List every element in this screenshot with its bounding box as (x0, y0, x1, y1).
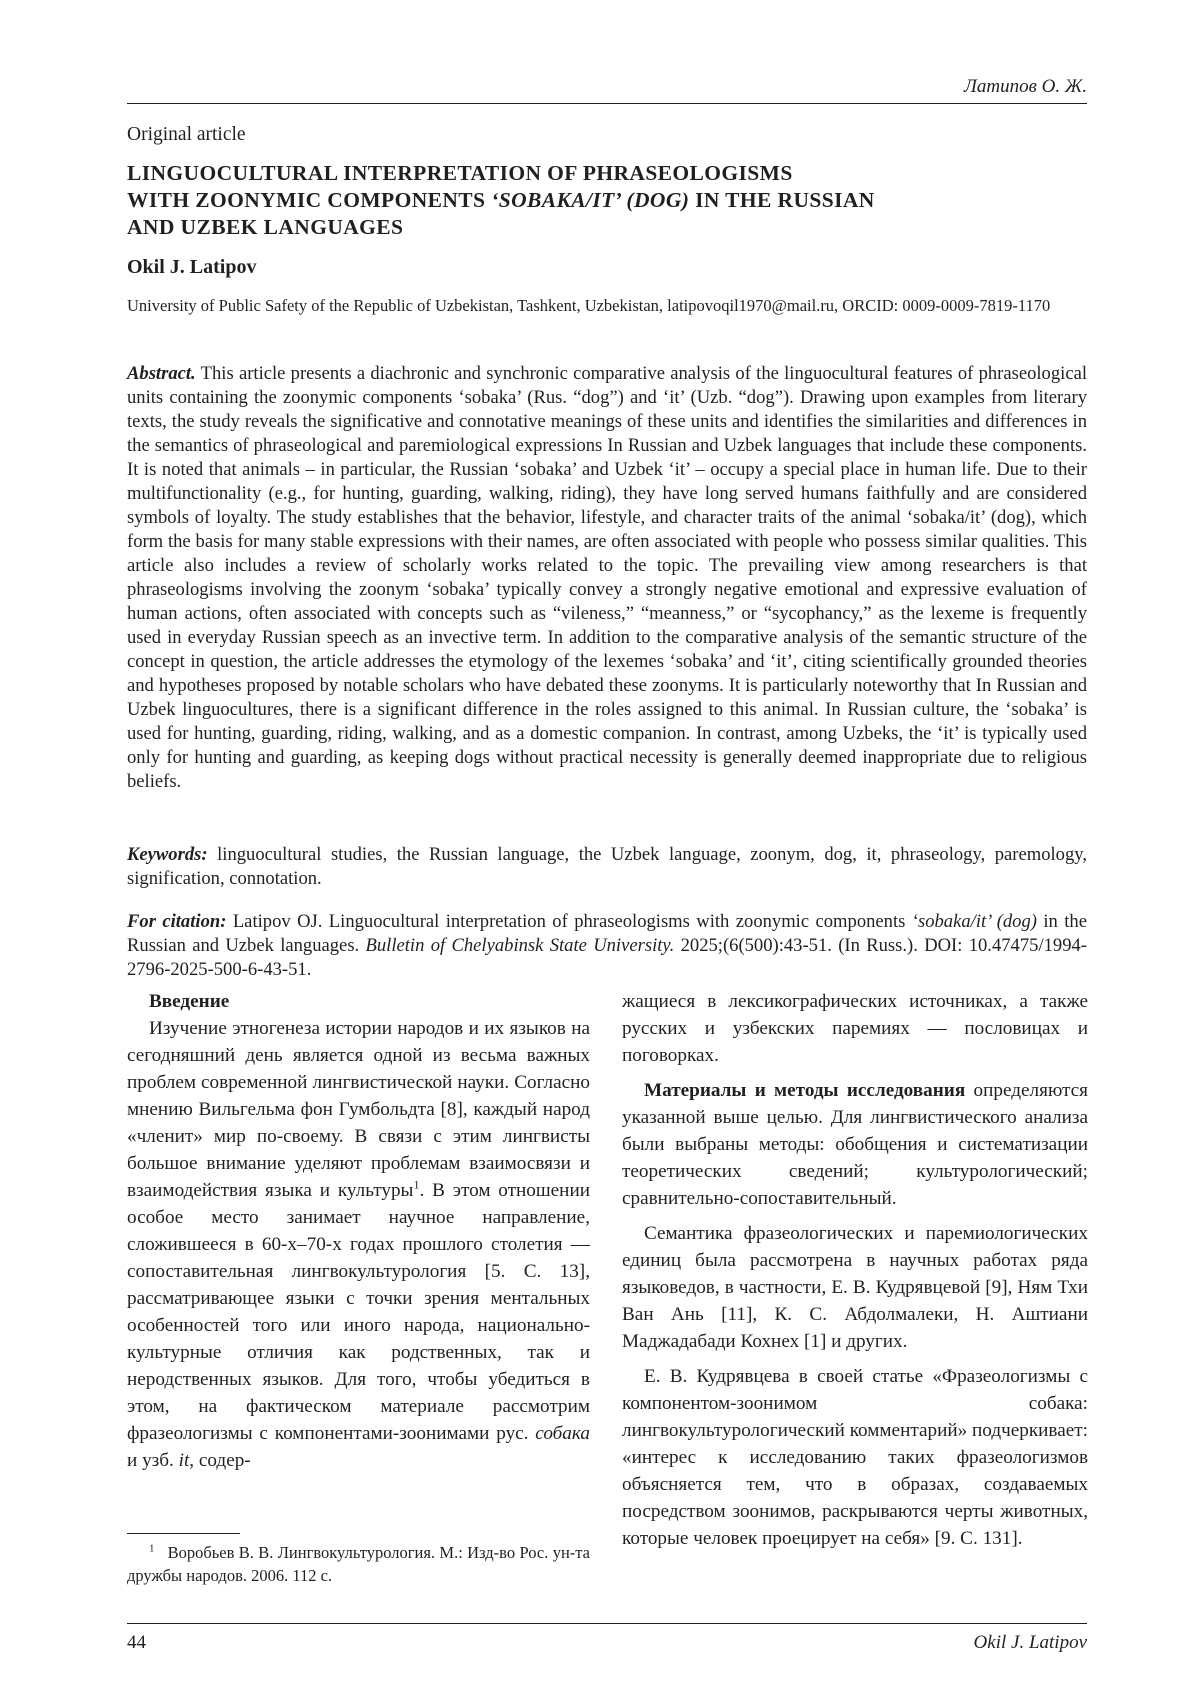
intro-text-b: . В этом отношении особое место занимает научное направление, сложившееся в 60-х–70-х годах прошлого столетия — сопоставительная лингвокультурология [5. С. 13], рассматривающее языки с точки зрения ментальных особенностей того или иного народа, национально-культурные отличия как родственных, так и неродственных языков. Для того, чтобы убедиться в этом, на фактическом материале рассмотрим фразеологизмы с компонентами-зоонимами рус. (127, 1180, 590, 1444)
title-line-1: LINGUOCULTURAL INTERPRETATION OF PHRASEOLOGISMS (127, 161, 793, 185)
methods-paragraph (622, 1077, 1088, 1212)
keywords-label: Keywords: (127, 844, 208, 865)
footnote-ref[interactable]: 1 (413, 1177, 420, 1192)
keywords-text: linguocultural studies, the Russian language, the Uzbek language, zoonym, dog, it, phraseology, paremology, signification, connotation. (127, 844, 1087, 889)
title-line-2-start: WITH ZOONYMIC COMPONENTS (127, 188, 492, 212)
methods-text: определяются указанной выше целью. Для лингвистического анализа были выбраны методы: обобщения и систематизации теоретических сведений; культурологический; сравнительно-сопоставительный. (622, 1080, 1088, 1209)
running-foot: Okil J. Latipov (973, 1632, 1087, 1653)
citation-journal: Bulletin of Chelyabinsk State University. (365, 935, 675, 956)
abstract-label: Abstract. (127, 363, 196, 384)
intro-term-it: it (178, 1450, 190, 1471)
header-rule (127, 103, 1087, 104)
author-name: Okil J. Latipov (127, 256, 257, 278)
citation-part-2: in the Russian and Uzbek languages. (127, 911, 1087, 956)
body-column-left (127, 988, 590, 1474)
abstract-text: This article presents a diachronic and synchronic comparative analysis of the linguocultural features of phraseological units containing the zoonymic components ‘sobaka’ (Rus. “dog”) and ‘it’ (Uzb. “dog”). Drawing upon examples from literary texts, the study reveals the significative and connotative meanings of these units and identifies the similarities and differences in the semantics of phraseological and paremiological expressions In Russian and Uzbek languages that include these components. It is noted that animals – in particular, the Russian ‘sobaka’ and Uzbek ‘it’ – occupy a special place in human life. Due to their multifunctionality (e.g., for hunting, guarding, walking, riding), they have long served humans faithfully and are considered symbols of loyalty. The study establishes that the behavior, lifestyle, and character traits of the animal ‘sobaka/it’ (dog), which form the basis for many stable expressions with their names, are often associated with people who possess similar qualities. This article also includes a review of scholarly works related to the topic. The prevailing view among researchers is that phraseologisms involving the zoonym ‘sobaka’ typically convey a strongly negative emotional and expressive evaluation of human actions, often associated with concepts such as “vileness,” “meanness,” or “sycophancy,” as the lexeme is frequently used in everyday Russian speech as an invective term. In addition to the comparative analysis of the semantic structure of the concept in question, the article addresses the etymology of the lexemes ‘sobaka’ and ‘it’, citing scientifically grounded theories and hypotheses proposed by notable scholars who have debated these zoonyms. It is particularly noteworthy that In Russian and Uzbek linguocultures, there is a significant difference in the roles assigned to this animal. In Russian culture, the ‘sobaka’ is used for hunting, guarding, riding, walking, and as a domestic companion. In contrast, among Uzbeks, the ‘it’ is typically used only for hunting and guarding, as keeping dogs without practical necessity is generally deemed inappropriate due to religious beliefs. (127, 363, 1087, 792)
title-line-2 (127, 187, 1027, 214)
citation-italic-term: ‘sobaka/it’ (dog) (911, 911, 1037, 932)
footer-rule (127, 1623, 1087, 1624)
citation (127, 910, 1087, 982)
running-head: Латипов О. Ж. (964, 76, 1087, 97)
author-affiliation: University of Public Safety of the Republic of Uzbekistan, Tashkent, Uzbekistan, latipovoqil1970@mail.ru, ORCID: 0009-0009-7819-1170 (127, 296, 1051, 315)
footnote-rule (127, 1533, 240, 1534)
semantics-paragraph: Семантика фразеологических и паремиологических единиц была рассмотрена в научных работах ряда языковедов, в частности, Е. В. Кудрявцевой [9], Ням Тхи Ван Ань [11], К. С. Абдолмалеки, Н. Аштиани Маджадабади Кохнех [1] и других. (622, 1223, 1088, 1352)
intro-text-a: Изучение этногенеза истории народов и их языков на сегодняшний день является одной из весьма важных проблем современной лингвистической науки. Согласно мнению Вильгельма фон Гумбольдта [8], каждый народ «членит» мир по-своему. В связи с этим лингвисты большое внимание уделяют проблемам взаимосвязи и взаимодействия языка и культуры (127, 1018, 590, 1201)
footnote-number: 1 (149, 1542, 155, 1555)
citation-part-3: 2025;(6(500):43-51. (In Russ.). DOI: 10.47475/1994-2796-2025-500-6-43-51. (127, 935, 1087, 980)
intro-text-c: и узб. (127, 1450, 179, 1471)
intro-text-d: , содер- (189, 1450, 251, 1471)
footnote-text: Воробьев В. В. Лингвокультурология. М.: Изд-во Рос. ун-та дружбы народов. 2006. 112 с. (127, 1543, 591, 1585)
title-line-3: AND UZBEK LANGUAGES (127, 215, 404, 239)
continued-paragraph: жащиеся в лексикографических источниках, а также русских и узбекских паремиях — пословицах и поговорках. (622, 991, 1088, 1066)
intro-term-sobaka: собака (535, 1423, 590, 1444)
intro-paragraph (127, 1015, 590, 1474)
title-zoonym: ‘SOBAKA/IT’ (DOG) (491, 188, 690, 212)
keywords (127, 843, 1087, 891)
footnote (127, 1541, 590, 1587)
citation-label: For citation: (127, 911, 227, 932)
citation-part-1: Latipov OJ. Linguocultural interpretation of phraseologisms with zoonymic components (232, 911, 912, 932)
methods-heading: Материалы и методы исследования (644, 1080, 966, 1101)
article-title (127, 160, 1027, 241)
article-type: Original article (127, 124, 246, 145)
title-line-2-end: IN THE RUSSIAN (689, 188, 875, 212)
section-heading-introduction: Введение (149, 991, 230, 1012)
body-column-right (622, 988, 1088, 1552)
kudryavtseva-paragraph: Е. В. Кудрявцева в своей статье «Фразеологизмы с компонентом-зоонимом собака: лингвокультурологический комментарий» подчеркивает: «интерес к исследованию таких фразеологизмов объясняется тем, что в образах, создаваемых посредством зоонимов, раскрываются черты животных, которые человек проецирует на себя» [9. С. 131]. (622, 1366, 1088, 1549)
abstract (127, 362, 1087, 794)
page-number: 44 (127, 1632, 146, 1653)
